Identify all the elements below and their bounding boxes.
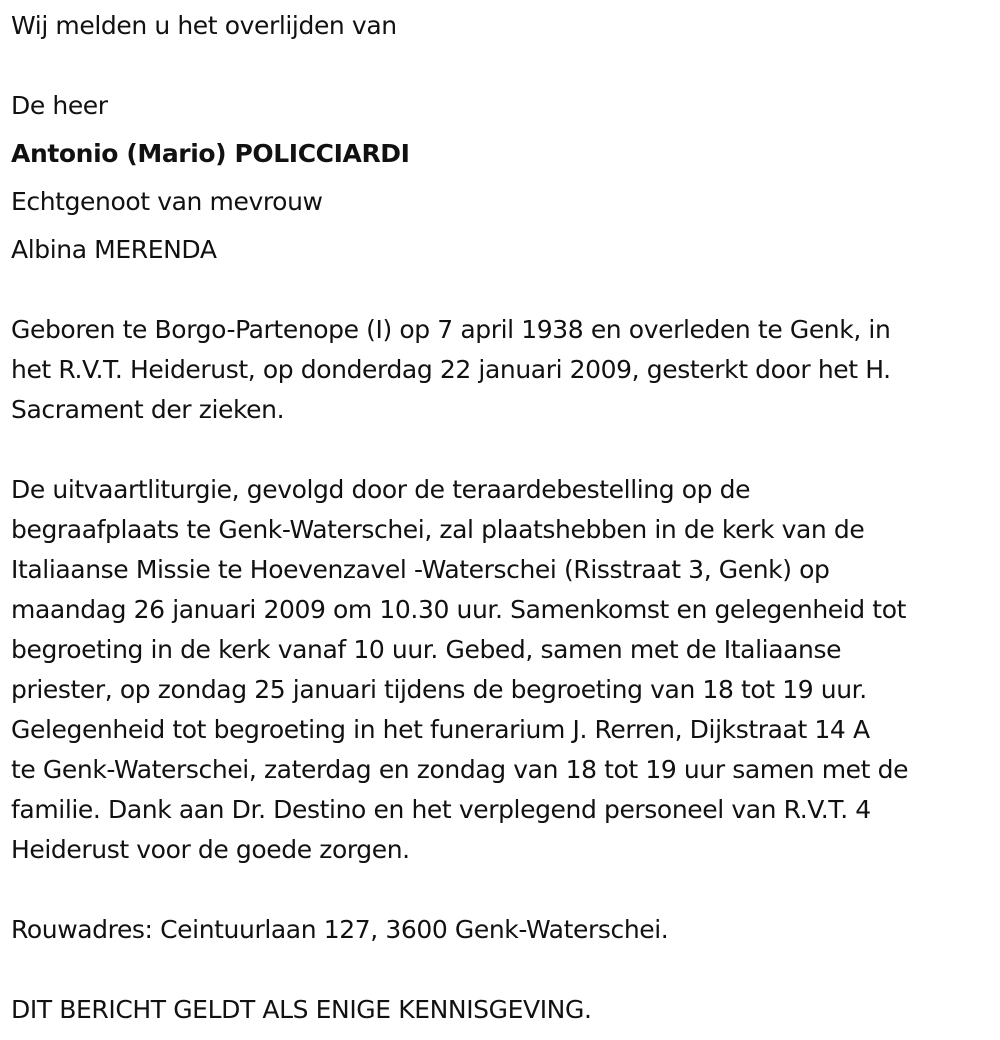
spouse-name: Albina MERENDA (11, 235, 217, 264)
funeral-line: familie. Dank aan Dr. Destino en het verplegend personeel van R.V.T. 4 (11, 795, 871, 824)
funeral-line: maandag 26 januari 2009 om 10.30 uur. Samenkomst en gelegenheid tot (11, 595, 907, 624)
funeral-line: Gelegenheid tot begroeting in het funerarium J. Rerren, Dijkstraat 14 A (11, 715, 870, 744)
birth-line: het R.V.T. Heiderust, op donderdag 22 januari 2009, gesterkt door het H. (11, 355, 891, 384)
funeral-line: priester, op zondag 25 januari tijdens de begroeting van 18 tot 19 uur. (11, 675, 867, 704)
birth-line: Geboren te Borgo-Partenope (I) op 7 april 1938 en overleden te Genk, in (11, 315, 891, 344)
salutation: De heer (11, 91, 108, 120)
deceased-name: Antonio (Mario) POLICCIARDI (11, 139, 410, 168)
birth-line: Sacrament der zieken. (11, 395, 285, 424)
funeral-line: begraafplaats te Genk-Waterschei, zal plaatshebben in de kerk van de (11, 515, 865, 544)
funeral-line: De uitvaartliturgie, gevolgd door de teraardebestelling op de (11, 475, 751, 504)
mourning-address: Rouwadres: Ceintuurlaan 127, 3600 Genk-Waterschei. (11, 915, 669, 944)
spouse-label: Echtgenoot van mevrouw (11, 187, 323, 216)
official-notice: DIT BERICHT GELDT ALS ENIGE KENNISGEVING. (11, 995, 592, 1024)
funeral-line: Heiderust voor de goede zorgen. (11, 835, 410, 864)
intro-text: Wij melden u het overlijden van (11, 11, 397, 40)
funeral-line: begroeting in de kerk vanaf 10 uur. Gebed, samen met de Italiaanse (11, 635, 842, 664)
funeral-line: Italiaanse Missie te Hoevenzavel -Waterschei (Risstraat 3, Genk) op (11, 555, 830, 584)
funeral-line: te Genk-Waterschei, zaterdag en zondag van 18 tot 19 uur samen met de (11, 755, 909, 784)
